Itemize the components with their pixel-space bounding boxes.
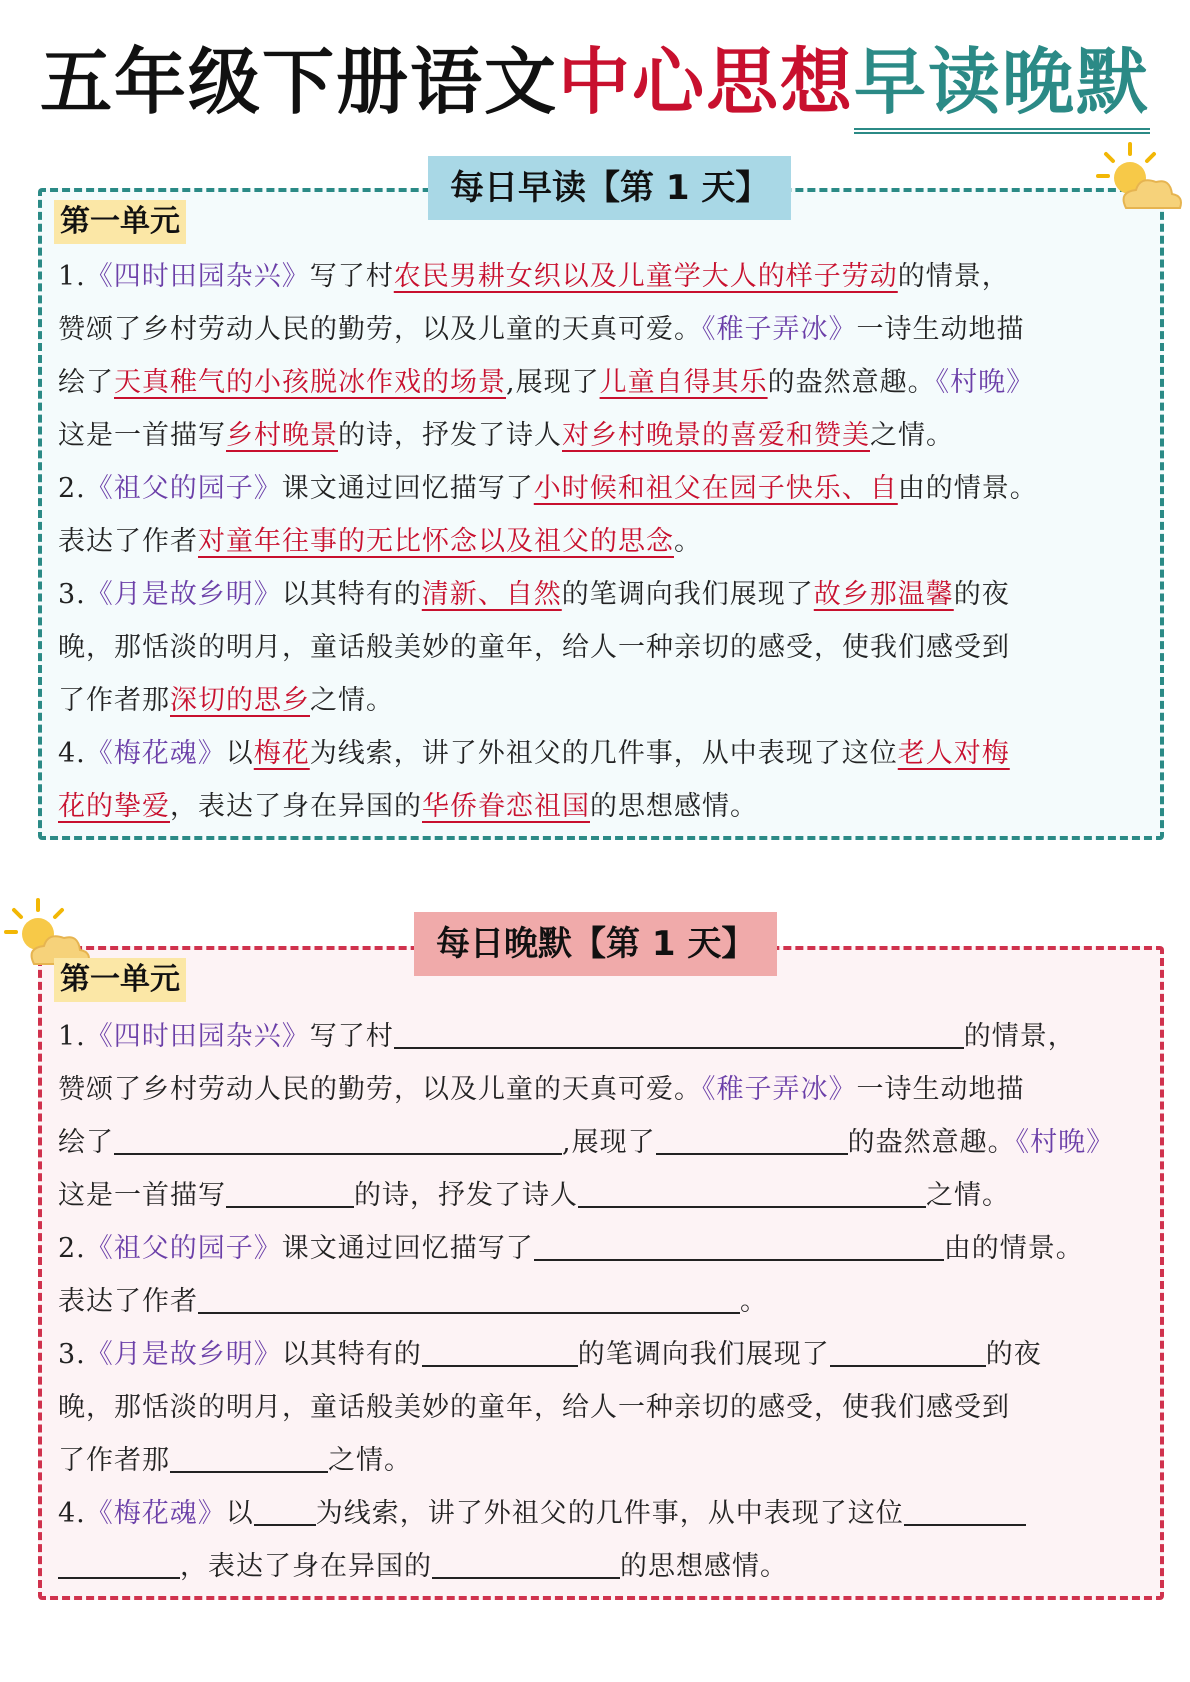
- text-segment: 赞颂了乡村劳动人民的勤劳，以及儿童的天真可爱。: [58, 1074, 702, 1105]
- text-line: [58, 1487, 1158, 1540]
- answer-text: 对乡村晚景的喜爱和赞美: [562, 420, 870, 451]
- text-line: [58, 1275, 1158, 1328]
- text-line: [58, 462, 1158, 515]
- answer-text: 老人对梅: [897, 738, 1010, 769]
- text-segment: 的诗，抒发了诗人: [338, 420, 562, 451]
- text-segment: 。: [740, 1286, 768, 1317]
- book-title: 《祖父的园子》: [85, 473, 282, 504]
- fill-blank[interactable]: [534, 1225, 944, 1261]
- answer-text: 故乡那温馨: [813, 579, 954, 610]
- answer-text: 梅花: [253, 738, 310, 769]
- title-part-3: 早读晚默: [854, 40, 1150, 134]
- text-line: [58, 356, 1158, 409]
- text-segment: 之情。: [926, 1180, 1010, 1211]
- book-title: 《稚子弄冰》: [702, 314, 857, 345]
- text-segment: 之情。: [870, 420, 954, 451]
- text-segment: 的思想感情。: [620, 1551, 788, 1582]
- text-line: [58, 1010, 1158, 1063]
- text-segment: 2.: [58, 1233, 86, 1264]
- answer-text: 小时候和祖父在园子快乐、自: [533, 473, 898, 504]
- text-segment: 了作者那: [58, 685, 170, 716]
- text-line: [58, 674, 1158, 727]
- text-line: [58, 515, 1158, 568]
- title-part-2: 中心思想: [557, 40, 854, 124]
- text-segment: 1.: [58, 1021, 86, 1052]
- answer-text: 农民男耕女织以及儿童学大人的样子劳动: [393, 261, 898, 292]
- text-line: [58, 780, 1158, 833]
- text-segment: 的笔调向我们展现了: [561, 579, 814, 610]
- answer-text: 乡村晚景: [226, 420, 338, 451]
- text-line: [58, 1328, 1158, 1381]
- text-segment: 这是一首描写: [58, 1180, 226, 1211]
- text-segment: 绘了: [58, 367, 114, 398]
- text-segment: 为线索，讲了外祖父的几件事，从中表现了这位: [315, 1498, 904, 1529]
- answer-text: 清新、自然: [421, 579, 562, 610]
- text-segment: 表达了作者: [58, 526, 198, 557]
- text-segment: 的诗，抒发了诗人: [354, 1180, 578, 1211]
- text-segment: 的盎然意趣。: [767, 367, 936, 398]
- evening-unit-label: 第一单元: [54, 958, 186, 1002]
- fill-blank[interactable]: [830, 1331, 986, 1367]
- fill-blank[interactable]: [226, 1172, 354, 1208]
- text-line: [58, 1381, 1158, 1434]
- fill-blank[interactable]: [904, 1490, 1026, 1526]
- text-line: [58, 250, 1158, 303]
- text-segment: ，表达了身在异国的: [180, 1551, 432, 1582]
- fill-blank[interactable]: [394, 1013, 964, 1049]
- text-segment: 的夜: [953, 579, 1010, 610]
- text-segment: 晚，那恬淡的明月，童话般美妙的童年，给人一种亲切的感受，使我们感受到: [58, 1392, 1010, 1423]
- title-part-1: 五年级下册语文: [39, 40, 558, 124]
- evening-dictation-tag: 每日晚默【第 1 天】: [414, 912, 777, 976]
- answer-text: 深切的思乡: [170, 685, 310, 716]
- answer-text: 对童年往事的无比怀念以及祖父的思念: [198, 526, 674, 557]
- text-segment: 以其特有的: [281, 1339, 422, 1370]
- text-segment: 写了村: [309, 1021, 394, 1052]
- text-segment: 1.: [58, 261, 86, 292]
- book-title: 《梅花魂》: [85, 1498, 226, 1529]
- text-segment: 绘了: [58, 1127, 114, 1158]
- morning-reading-tag: 每日早读【第 1 天】: [428, 156, 791, 220]
- book-title: 《村晚》: [935, 367, 1035, 398]
- answer-text: 花的挚爱: [58, 791, 170, 822]
- text-segment: 一诗生动地描: [856, 1074, 1025, 1105]
- fill-blank[interactable]: [58, 1543, 180, 1579]
- text-segment: 之情。: [328, 1445, 412, 1476]
- text-segment: ，表达了身在异国的: [170, 791, 422, 822]
- morning-text: [58, 250, 1158, 833]
- fill-blank[interactable]: [578, 1172, 926, 1208]
- book-title: 《梅花魂》: [85, 738, 226, 769]
- text-segment: 之情。: [310, 685, 394, 716]
- text-segment: 由的情景。: [943, 1233, 1084, 1264]
- text-segment: 写了村: [309, 261, 394, 292]
- text-line: [58, 1169, 1158, 1222]
- text-segment: ,展现了: [506, 367, 600, 398]
- book-title: 《四时田园杂兴》: [85, 261, 310, 292]
- text-line: [58, 727, 1158, 780]
- text-segment: 赞颂了乡村劳动人民的勤劳，以及儿童的天真可爱。: [58, 314, 702, 345]
- text-segment: 以其特有的: [281, 579, 422, 610]
- book-title: 《四时田园杂兴》: [85, 1021, 310, 1052]
- text-segment: 这是一首描写: [58, 420, 226, 451]
- fill-blank[interactable]: [170, 1437, 328, 1473]
- text-segment: ,展现了: [562, 1127, 656, 1158]
- book-title: 《祖父的园子》: [85, 1233, 282, 1264]
- text-segment: 晚，那恬淡的明月，童话般美妙的童年，给人一种亲切的感受，使我们感受到: [58, 632, 1010, 663]
- text-segment: 的思想感情。: [590, 791, 758, 822]
- fill-blank[interactable]: [254, 1490, 316, 1526]
- text-line: [58, 1063, 1158, 1116]
- text-segment: 的情景，: [963, 1021, 1076, 1052]
- fill-blank[interactable]: [432, 1543, 620, 1579]
- text-segment: 4.: [58, 1498, 86, 1529]
- text-segment: 以: [225, 1498, 254, 1529]
- text-line: [58, 409, 1158, 462]
- text-segment: 一诗生动地描: [856, 314, 1025, 345]
- text-line: [58, 303, 1158, 356]
- page-title: [0, 40, 1190, 124]
- text-line: [58, 621, 1158, 674]
- fill-blank[interactable]: [422, 1331, 578, 1367]
- text-segment: 表达了作者: [58, 1286, 198, 1317]
- text-segment: 的笔调向我们展现了: [577, 1339, 830, 1370]
- text-line: [58, 1116, 1158, 1169]
- answer-text: 天真稚气的小孩脱冰作戏的场景: [114, 367, 506, 398]
- book-title: 《村晚》: [1015, 1127, 1115, 1158]
- text-line: [58, 1222, 1158, 1275]
- text-line: [58, 1540, 1158, 1593]
- text-segment: 。: [674, 526, 702, 557]
- fill-blank[interactable]: [114, 1119, 562, 1155]
- text-segment: 以: [225, 738, 254, 769]
- text-segment: 由的情景。: [897, 473, 1038, 504]
- text-segment: 的情景，: [897, 261, 1010, 292]
- text-segment: 的盎然意趣。: [847, 1127, 1016, 1158]
- text-segment: 课文通过回忆描写了: [281, 473, 534, 504]
- fill-blank[interactable]: [656, 1119, 848, 1155]
- text-segment: 2.: [58, 473, 86, 504]
- text-segment: 3.: [58, 579, 86, 610]
- text-segment: 的夜: [985, 1339, 1042, 1370]
- text-segment: 3.: [58, 1339, 86, 1370]
- evening-text: [58, 1010, 1158, 1593]
- text-segment: 课文通过回忆描写了: [281, 1233, 534, 1264]
- text-segment: 为线索，讲了外祖父的几件事，从中表现了这位: [309, 738, 898, 769]
- book-title: 《月是故乡明》: [85, 579, 282, 610]
- text-line: [58, 1434, 1158, 1487]
- text-segment: 了作者那: [58, 1445, 170, 1476]
- text-line: [58, 568, 1158, 621]
- fill-blank[interactable]: [198, 1278, 740, 1314]
- text-segment: 4.: [58, 738, 86, 769]
- sun-cloud-icon: [1096, 140, 1186, 216]
- book-title: 《月是故乡明》: [85, 1339, 282, 1370]
- morning-unit-label: 第一单元: [54, 200, 186, 244]
- answer-text: 儿童自得其乐: [599, 367, 768, 398]
- book-title: 《稚子弄冰》: [702, 1074, 857, 1105]
- answer-text: 华侨眷恋祖国: [422, 791, 590, 822]
